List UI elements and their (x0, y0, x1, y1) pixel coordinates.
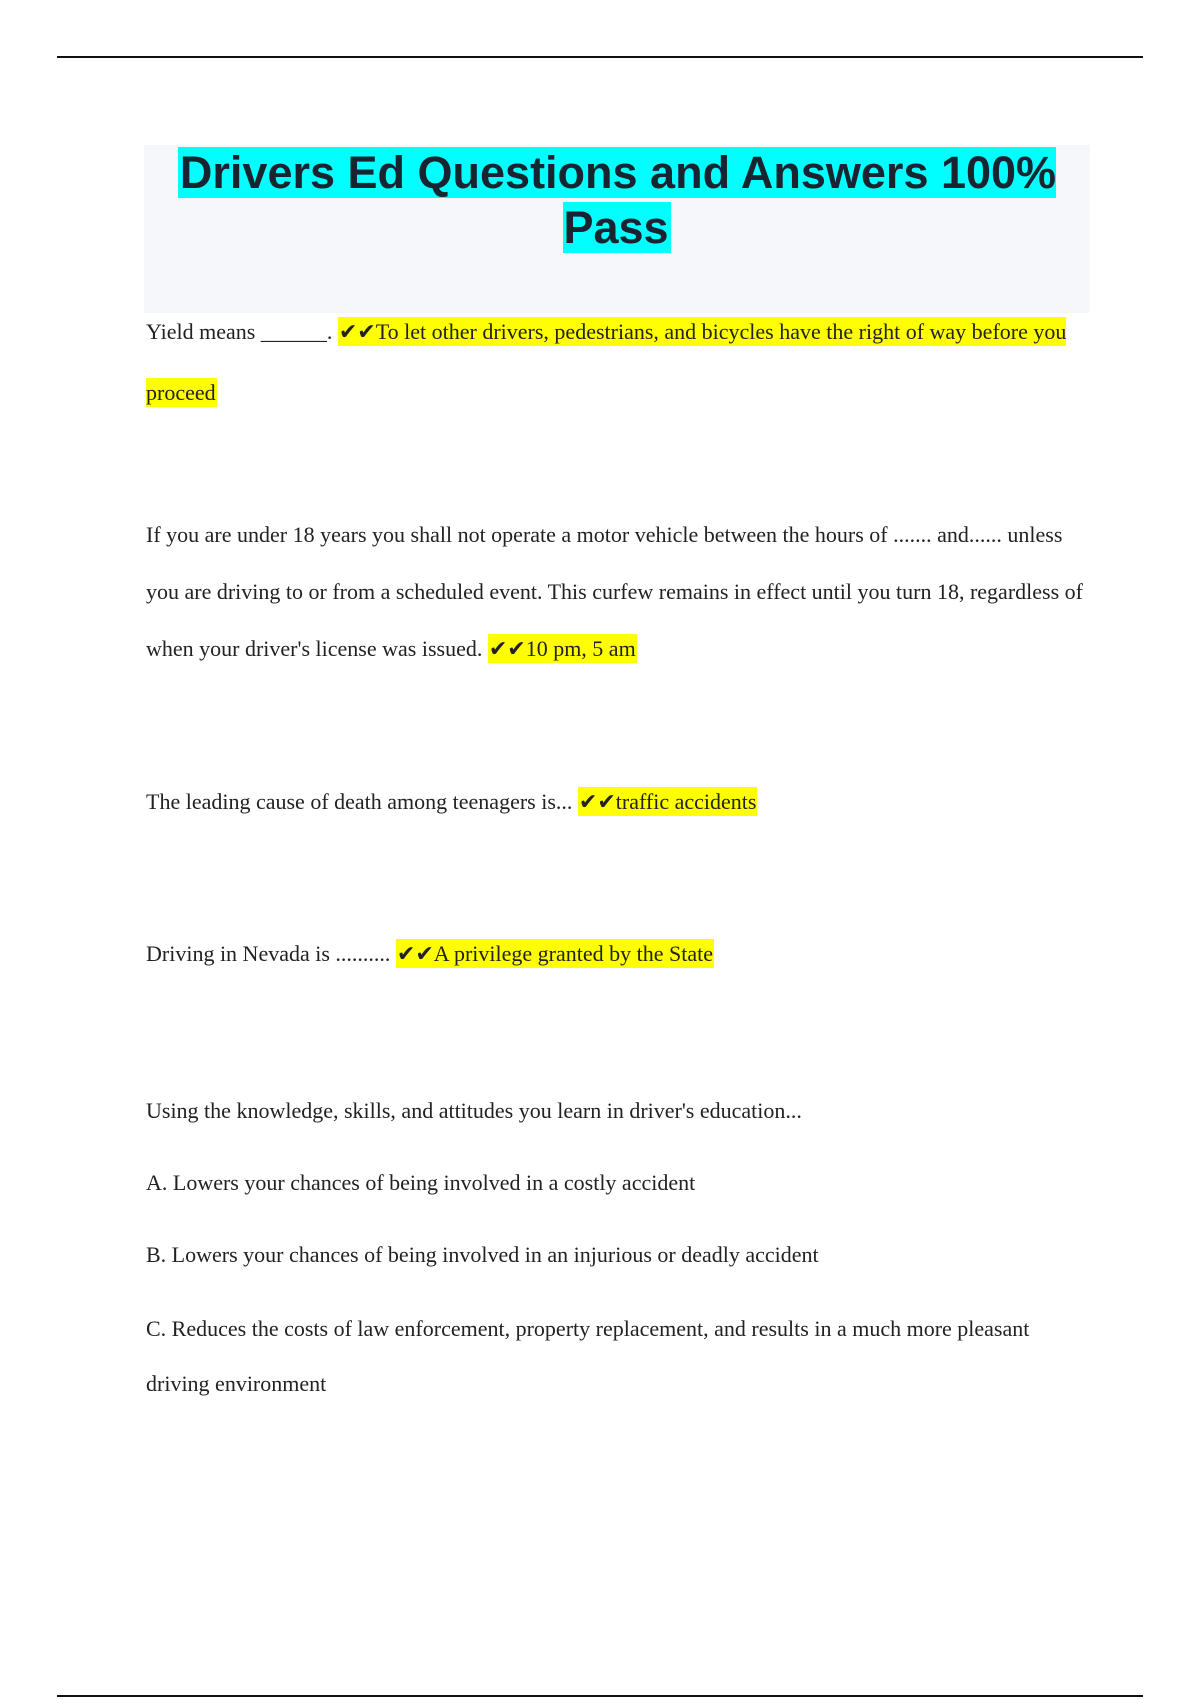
question-paragraph (146, 925, 1096, 982)
answer-text: ✔✔10 pm, 5 am (488, 636, 636, 661)
option-b: B. Lowers your chances of being involved in an injurious or deadly accident (146, 1242, 819, 1267)
question-paragraph (146, 773, 1096, 830)
question-paragraph (146, 301, 1096, 423)
question-item-3 (146, 773, 1096, 830)
question-text: The leading cause of death among teenagers is... (146, 789, 573, 814)
title-block (144, 145, 1090, 313)
question-text: Yield means ______. (146, 319, 333, 344)
question-text: If you are under 18 years you shall not operate a motor vehicle between the hours of ....... and...... unless you are driving to or from a scheduled event. This curfew remains in effect until you turn 18, regardless of when your driver's license was issued. (146, 522, 1083, 661)
question-item-4 (146, 925, 1096, 982)
page-title (144, 145, 1090, 255)
question-paragraph (146, 506, 1096, 677)
answer-text: ✔✔A privilege granted by the State (396, 941, 713, 966)
answer-text: ✔✔traffic accidents (578, 789, 757, 814)
question-text: Using the knowledge, skills, and attitudes you learn in driver's education... (146, 1098, 802, 1123)
answer-text: ✔✔To let other drivers, pedestrians, and bicycles have the right of way before you proceed (146, 319, 1067, 405)
question-item-1 (146, 301, 1096, 423)
question-text: Driving in Nevada is .......... (146, 941, 391, 966)
option-a: A. Lowers your chances of being involved in a costly accident (146, 1170, 696, 1195)
top-rule (57, 56, 1143, 58)
question-item-2 (146, 506, 1096, 677)
bottom-rule (57, 1695, 1143, 1697)
page-title-text: Drivers Ed Questions and Answers 100% Pass (179, 147, 1057, 253)
question-item-5 (146, 1075, 1096, 1411)
option-c: C. Reduces the costs of law enforcement, property replacement, and results in a much more pleasant driving environment (146, 1316, 1030, 1396)
